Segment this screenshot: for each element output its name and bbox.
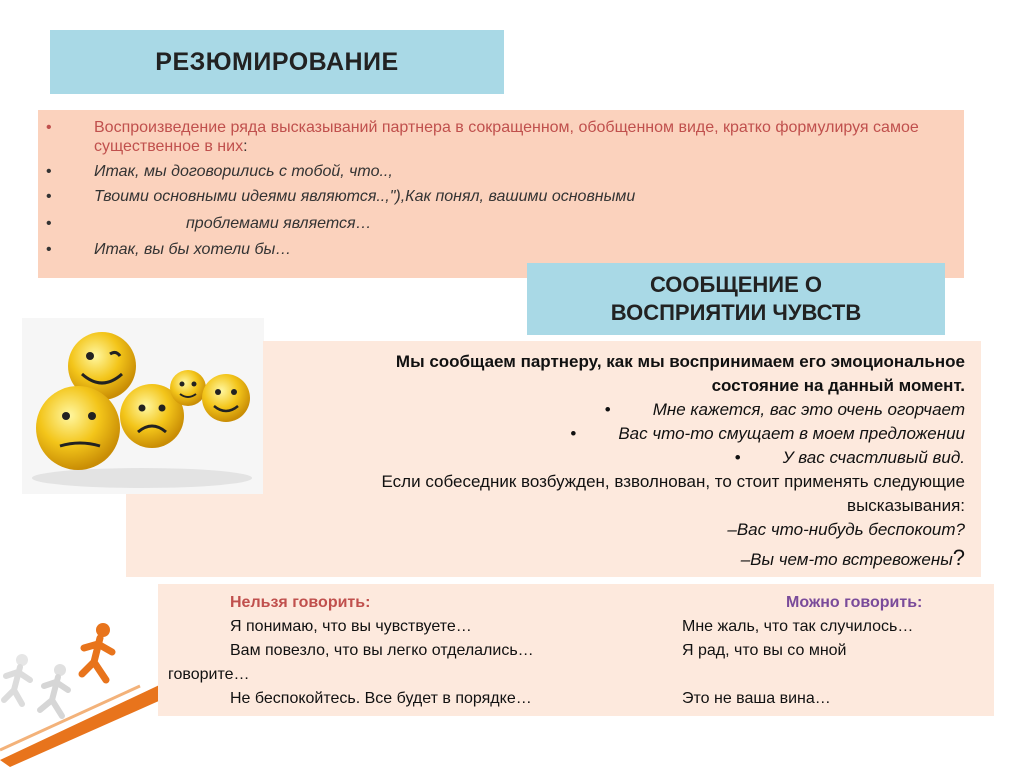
feelings-condition-line2: высказывания: bbox=[847, 496, 965, 515]
summary-item bbox=[46, 162, 954, 181]
forbidden-phrase: Я понимаю, что вы чувствуете… bbox=[230, 618, 472, 635]
phrases-table bbox=[158, 584, 994, 716]
summary-definition: Воспроизведение ряда высказываний партнера в сокращенном, обобщенном виде, кратко формулируя самое существенное в них bbox=[94, 119, 919, 155]
header-forbidden: Нельзя говорить: bbox=[230, 594, 371, 611]
feelings-box-top bbox=[263, 341, 981, 496]
title-summarizing: РЕЗЮМИРОВАНИЕ bbox=[50, 30, 504, 94]
forbidden-phrase-cont: говорите… bbox=[168, 666, 250, 683]
summary-phrase: Итак, мы договорились с тобой, что.., bbox=[94, 163, 393, 180]
feelings-question-2: –Вы чем-то встревожены? bbox=[740, 545, 965, 570]
bullet: • bbox=[570, 424, 577, 443]
bullet: • bbox=[46, 241, 52, 258]
question-mark: ? bbox=[952, 545, 965, 570]
summary-phrase: Итак, вы бы хотели бы… bbox=[94, 241, 292, 258]
smiley-faces-icon bbox=[22, 318, 264, 494]
title-feelings-perception bbox=[527, 263, 945, 335]
feelings-example: • У вас счастливый вид. bbox=[723, 448, 965, 468]
summary-item bbox=[46, 118, 954, 156]
bullet: • bbox=[46, 215, 52, 232]
summary-item bbox=[46, 187, 954, 206]
feelings-box-bottom bbox=[126, 494, 981, 577]
bullet: • bbox=[604, 400, 611, 419]
running-figures-icon bbox=[0, 600, 170, 767]
feelings-example: • Вас что-то смущает в моем предложении bbox=[558, 424, 965, 444]
summary-item bbox=[46, 240, 954, 259]
allowed-phrase: Мне жаль, что так случилось… bbox=[682, 618, 914, 635]
header-allowed: Можно говорить: bbox=[786, 594, 923, 611]
emoji-faces-image bbox=[22, 318, 264, 494]
title2-line2: ВОСПРИЯТИИ ЧУВСТВ bbox=[610, 300, 862, 325]
forbidden-phrase: Не беспокойтесь. Все будет в порядке… bbox=[230, 690, 532, 707]
bullet: • bbox=[46, 163, 52, 180]
title2-line1: СООБЩЕНИЕ О bbox=[649, 272, 823, 297]
summary-phrase: Твоими основными идеями являются..,"),Как понял, вашими основными bbox=[94, 188, 636, 205]
summary-colon: : bbox=[243, 138, 248, 155]
feelings-intro-line1: Мы сообщаем партнеру, как мы воспринимаем его эмоциональное bbox=[395, 352, 965, 371]
bullet: • bbox=[46, 119, 52, 136]
summary-box bbox=[38, 110, 964, 278]
feelings-example: • Мне кажется, вас это очень огорчает bbox=[593, 400, 965, 420]
feelings-intro-line2: состояние на данный момент. bbox=[711, 376, 965, 395]
summary-phrase: проблемами является… bbox=[186, 215, 372, 232]
allowed-phrase: Это не ваша вина… bbox=[682, 690, 831, 707]
bullet: • bbox=[734, 448, 741, 467]
allowed-phrase: Я рад, что вы со мной bbox=[682, 642, 847, 659]
forbidden-phrase: Вам повезло, что вы легко отделались… bbox=[230, 642, 534, 659]
runners-image bbox=[0, 600, 170, 767]
feelings-condition-line1: Если собеседник возбужден, взволнован, то стоит применять следующие bbox=[381, 472, 965, 491]
summary-item bbox=[46, 214, 954, 233]
bullet: • bbox=[46, 188, 52, 205]
feelings-question-1: –Вас что-нибудь беспокоит? bbox=[727, 520, 965, 539]
